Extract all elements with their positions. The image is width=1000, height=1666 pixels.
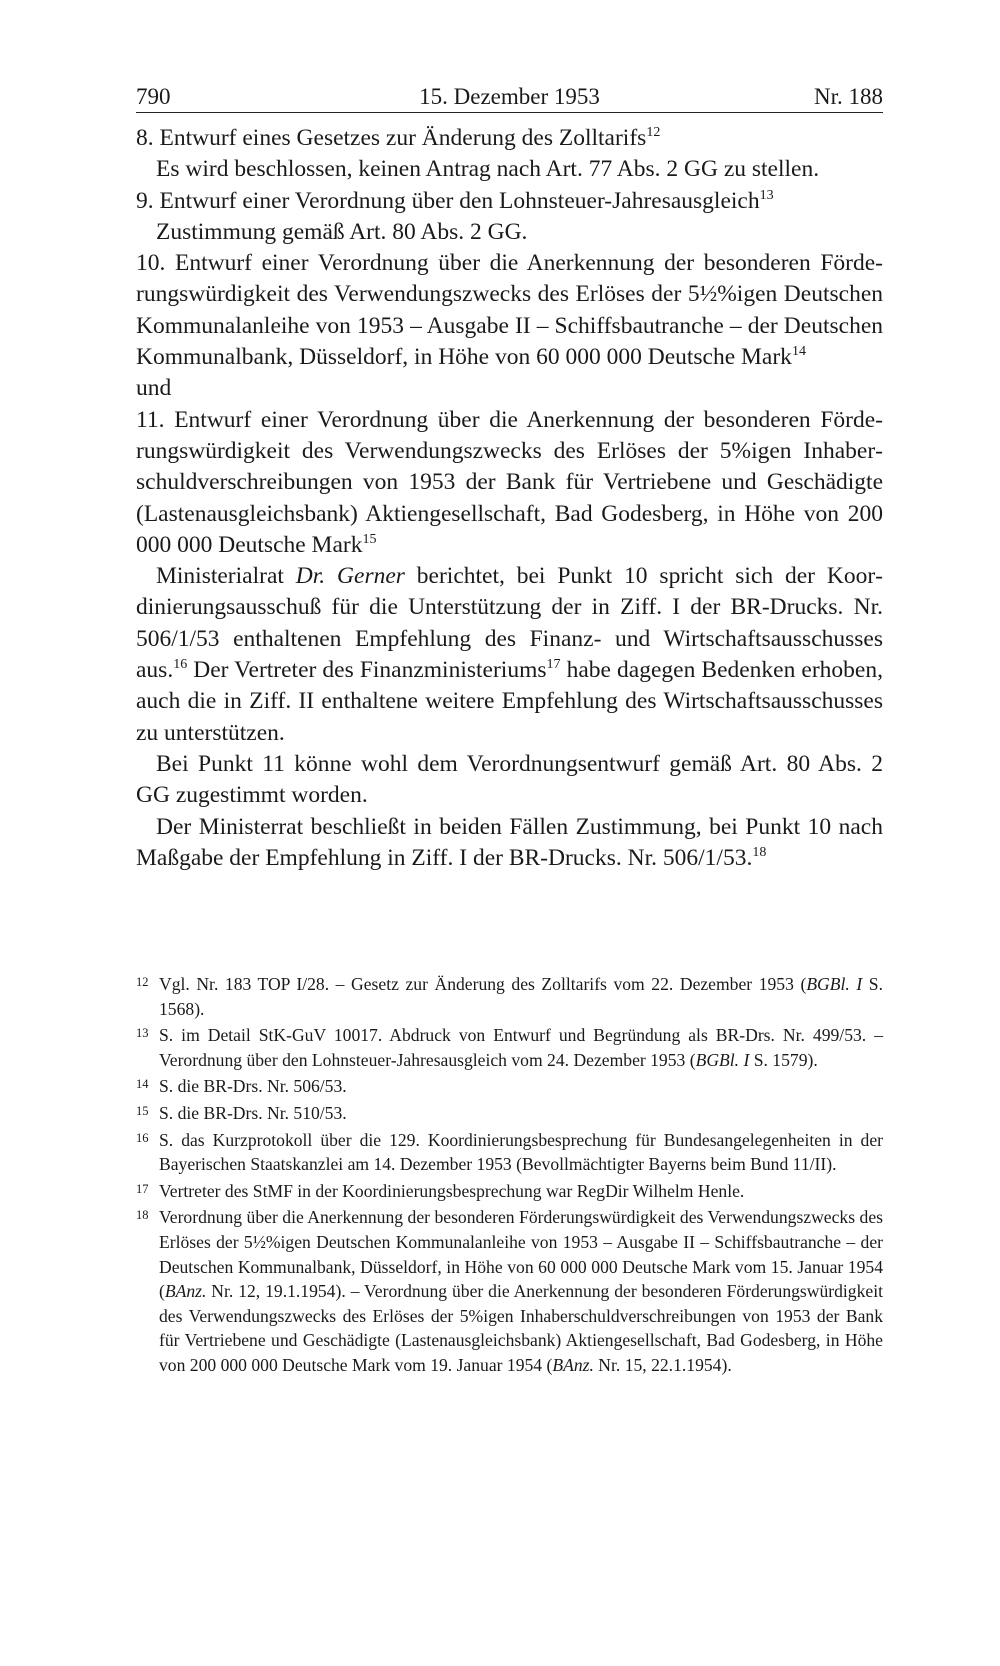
header-date: 15. Dezember 1953 — [419, 84, 600, 109]
footnotes — [136, 972, 883, 1380]
agenda-item-decision: Zustimmung gemäß Art. 80 Abs. 2 GG. — [156, 218, 528, 245]
footnote-18: 18 Verordnung über die Anerkennung der besonderen Förderungswürdigkeit des Verwendungszwecks des Erlöses der 5½%igen Deutschen Kommunalanleihe von 1953 – Ausgabe II – Schiffsbautranche – der Deutschen Kommunalbank, Düsseldorf, in Höhe von 60 000 000 Deutsche Mark vom 15. Januar 1954 (BAnz. Nr. 12, 19.1.1954). – Verordnung über die Anerkennung der besonderen Förderungswürdigkeit des Verwendungszwecks des Erlöses der 5%igen Inhaberschuldverschreibungen von 1953 der Bank für Vertriebene und Geschädigte (Lastenausgleichsbank) Aktiengesellschaft, Bad Godesberg, in Höhe von 200 000 000 Deutsche Mark vom 19. Januar 1954 (BAnz. Nr. 15, 22.1.1954). — [136, 1205, 883, 1377]
footnote-number: 16 — [136, 1130, 149, 1145]
footnote-12: 12 Vgl. Nr. 183 TOP I/28. – Gesetz zur Änderung des Zolltarifs vom 22. Dezember 1953 (BGBl. I S. 1568). — [136, 972, 883, 1021]
main-text — [136, 123, 883, 874]
footnote-ref[interactable]: 14 — [791, 344, 806, 360]
footnote-15: 15 S. die BR-Drs. Nr. 510/53. — [136, 1101, 883, 1126]
footnote-number: 18 — [136, 1208, 149, 1223]
footnote-number: 14 — [136, 1077, 149, 1092]
paragraph-decision: Der Ministerrat beschließt in beiden Fällen Zustimmung, bei Punkt 10 nach Maßgabe der Empfehlung in Ziff. I der BR-Drucks. Nr. 506/1/53.18 — [136, 813, 883, 871]
agenda-item-title: 8. Entwurf eines Gesetzes zur Änderung des Zolltarifs — [136, 125, 647, 151]
page-number: 790 — [136, 84, 171, 109]
agenda-item-8 — [136, 123, 883, 186]
paragraph-report: Ministerialrat Dr. Gerner berichtet, bei Punkt 10 spricht sich der Koordinierungsausschuß für die Unterstützung der in Ziff. I der BR-Drucks. Nr. 506/1/53 enthaltenen Empfehlung des Finanz- und Wirtschaftsausschusses aus.$^{16}$ Der Vertreter des Finanzministeriums$^{17}$ habe dagegen Bedenken erhoben, auch die in Ziff. II enthaltene weitere Empfehlung des Wirtschaftsausschusses zu unterstützen. — [136, 563, 883, 746]
agenda-item-10 — [136, 248, 883, 373]
footnote-number: 13 — [136, 1026, 149, 1041]
document-page — [136, 78, 883, 874]
conjunction: und — [136, 375, 172, 402]
footnote-number: 17 — [136, 1181, 149, 1196]
footnote-number: 15 — [136, 1103, 149, 1118]
footnote-16: 16 S. das Kurzprotokoll über die 129. Koordinierungsbesprechung für Bundesangelegenheiten in der Bayerischen Staatskanzlei am 14. Dezember 1953 (Bevollmächtigter Bayerns beim Bund 11/II). — [136, 1128, 883, 1177]
footnote-14: 14 S. die BR-Drs. Nr. 506/53. — [136, 1074, 883, 1099]
agenda-item-title: 11. Entwurf einer Verordnung über die Anerkennung der besonderen Förderungswürdigkeit des Verwendungszwecks des Erlöses der 5%igen Inhaberschuldverschreibungen von 1953 der Bank für Vertriebene und Geschädigte (Lastenausgleichsbank) Aktiengesellschaft, Bad Godesberg, in Höhe von 200 000 000 Deutsche Mark — [136, 406, 883, 558]
footnote-17: 17 Vertreter des StMF in der Koordinierungsbesprechung war RegDir Wilhelm Henle. — [136, 1179, 883, 1204]
agenda-item-11 — [136, 405, 883, 561]
agenda-item-9 — [136, 186, 883, 249]
footnote-ref[interactable]: 15 — [362, 531, 377, 547]
footnote-13: 13 S. im Detail StK-GuV 10017. Abdruck von Entwurf und Begründung als BR-Drs. Nr. 499/53. – Verordnung über den Lohnsteuer-Jahresausgleich vom 24. Dezember 1953 (BGBl. I S. 1579). — [136, 1023, 883, 1072]
agenda-item-title: 10. Entwurf einer Verordnung über die Anerkennung der besonderen Förderungswürdigkeit des Verwendungszwecks des Erlöses der 5½%igen Deutschen Kommunalanleihe von 1953 – Ausgabe II – Schiffsbautranche – der Deutschen Kommunalbank, Düsseldorf, in Höhe von 60 000 000 Deutsche Mark — [136, 250, 883, 371]
agenda-item-title: 9. Entwurf einer Verordnung über den Lohnsteuer-Jahresausgleich — [136, 187, 760, 214]
footnote-ref[interactable]: 13 — [759, 187, 774, 203]
person-name: Dr. Gerner — [295, 563, 405, 590]
footnote-ref[interactable]: 17 — [546, 657, 561, 673]
running-header — [136, 78, 883, 113]
header-issue: Nr. 188 — [814, 84, 883, 109]
agenda-item-decision: Es wird beschlossen, keinen Antrag nach Art. 77 Abs. 2 GG zu stellen. — [156, 156, 820, 183]
paragraph-point-11: Bei Punkt 11 könne wohl dem Verordnungsentwurf gemäß Art. 80 Abs. 2 GG zugestimmt worden. — [136, 750, 883, 809]
footnote-ref[interactable]: 12 — [646, 125, 661, 140]
footnote-ref[interactable]: 16 — [173, 657, 188, 673]
footnote-ref[interactable]: 18 — [752, 844, 767, 860]
footnote-number: 12 — [136, 975, 149, 989]
